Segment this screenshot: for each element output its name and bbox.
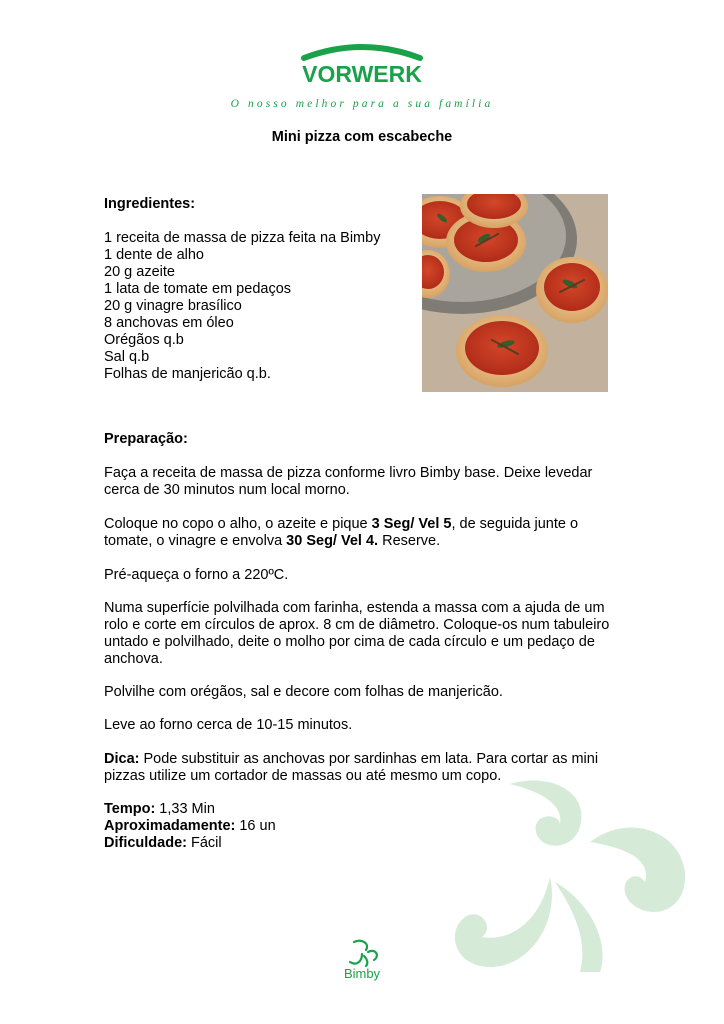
ingredient-item: Sal q.b	[104, 349, 150, 365]
ingredient-item: 1 lata de tomate em pedaços	[104, 281, 292, 297]
brand-name: VORWERK	[302, 61, 422, 87]
step-text: Coloque no copo o alho, o azeite e pique	[104, 516, 372, 532]
step-text: , de seguida junte o tomate, o vinagre e envolva	[104, 516, 579, 549]
tip-text: Pode substituir as anchovas por sardinhas em lata. Para cortar as mini pizzas utilize um cortador de massas ou até mesmo um copo.	[104, 751, 599, 784]
step-paragraph: Faça a receita de massa de pizza conforme livro Bimby base. Deixe levedar cerca de 30 minutos num local morno.	[104, 465, 593, 498]
step-paragraph: Numa superfície polvilhada com farinha, estenda a massa com a ajuda de um rolo e corte em círculos de aprox. 8 cm de diâmetro. Coloque-os num tabuleiro untado e polvilhado, deite o molho por cima de cada círculo e um pedaço de anchova.	[104, 600, 610, 667]
step-paragraph	[104, 516, 624, 550]
time-row	[104, 801, 276, 818]
difficulty-value: Fácil	[186, 835, 222, 851]
ingredient-item: 1 receita de massa de pizza feita na Bimby	[104, 230, 381, 246]
recipe-title: Mini pizza com escabeche	[271, 129, 453, 145]
preparation-heading: Preparação:	[104, 431, 188, 447]
ingredients-heading: Ingredientes:	[104, 196, 196, 212]
yield-value: 16 un	[235, 818, 276, 834]
tip-label: Dica:	[104, 751, 140, 767]
ingredient-item: 20 g azeite	[104, 264, 175, 280]
recipe-info	[104, 801, 276, 852]
ingredients-list	[104, 230, 380, 383]
bimby-label: Bimby	[343, 966, 381, 981]
ingredient-item: 8 anchovas em óleo	[104, 315, 234, 331]
ingredient-item: 20 g vinagre brasílico	[104, 298, 242, 314]
yield-label: Aproximadamente:	[104, 818, 236, 834]
time-value: 1,33 Min	[155, 801, 215, 817]
difficulty-label: Dificuldade:	[104, 835, 187, 851]
time-label: Tempo:	[104, 801, 156, 817]
step-paragraph: Pré-aqueça o forno a 220ºC.	[104, 567, 289, 583]
bimby-swirl-watermark	[440, 772, 690, 972]
step-paragraph: Leve ao forno cerca de 10-15 minutos.	[104, 717, 353, 733]
step-setting: 3 Seg/ Vel 5	[371, 516, 452, 532]
ingredient-item: 1 dente de alho	[104, 247, 204, 263]
ingredient-item: Orégãos q.b	[104, 332, 184, 348]
mini-pizzas-photo	[422, 194, 608, 392]
step-setting: 30 Seg/ Vel 4.	[286, 533, 379, 549]
step-text: Reserve.	[378, 533, 441, 549]
yield-row	[104, 818, 276, 835]
step-paragraph: Polvilhe com orégãos, sal e decore com folhas de manjericão.	[104, 684, 503, 700]
ingredient-item: Folhas de manjericão q.b.	[104, 366, 271, 382]
brand-tagline: O nosso melhor para a sua família	[230, 98, 494, 110]
difficulty-row	[104, 835, 276, 852]
vorwerk-logo	[300, 42, 424, 92]
